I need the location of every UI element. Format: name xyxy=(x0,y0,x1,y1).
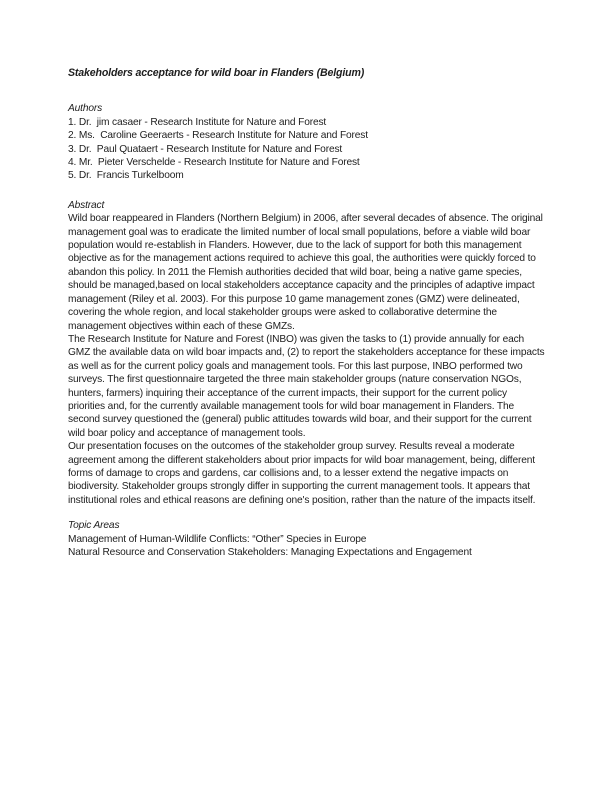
author-line-3: 3. Dr. Paul Quataert - Research Institute for Nature and Forest xyxy=(68,143,343,155)
topic-areas-heading: Topic Areas xyxy=(68,520,120,532)
author-line-4: 4. Mr. Pieter Verschelde - Research Institute for Nature and Forest xyxy=(68,157,360,169)
abstract-paragraph-1: Wild boar reappeared in Flanders (Northern Belgium) in 2006, after several decades of absence. The original management goal was to eradicate the limited number of local small populations, before a viable wild boar population would re-establish in Flanders. However, due to the lack of support for both this management objective as for the management actions required to achieve this goal, the authorities were quickly forced to abandon this policy. In 2011 the Flemish authorities decided that wild boar, being a native game species, should be managed,based on local stakeholders acceptance capacity and the principles of adaptive impact management (Riley et al. 2003). For this purpose 10 game management zones (GMZ) were delineated, covering the whole region, and local stakeholder groups were asked to collaborative determine the management objectives within each of these GMZs. xyxy=(68,213,546,332)
abstract-paragraph-2: The Research Institute for Nature and Forest (INBO) was given the tasks to (1) provide annually for each GMZ the available data on wild boar impacts and, (2) to report the stakeholders acceptance for these impacts as well as for the current policy goals and management tools. For this last purpose, INBO performed two surveys. The first questionnaire targeted the three main stakeholder groups (nature conservation NGOs, hunters, farmers) inquiring their acceptance of the current impacts, their support for the current policy priorities and, for the currently available management tools for wild boar management in Flanders. The second survey questioned the (general) public attitudes towards wild boar, and their support for the current wild boar policy and acceptance of management tools. xyxy=(68,333,548,439)
authors-section xyxy=(68,102,545,182)
document-title: Stakeholders acceptance for wild boar in Flanders (Belgium) xyxy=(68,67,365,79)
topic-areas-section xyxy=(68,519,545,559)
author-line-1: 1. Dr. jim casaer - Research Institute for Nature and Forest xyxy=(68,116,327,128)
topic-area-line-1: Management of Human-Wildlife Conflicts: “Other” Species in Europe xyxy=(68,533,367,545)
author-line-2: 2. Ms. Caroline Geeraerts - Research Institute for Nature and Forest xyxy=(68,130,368,142)
topic-area-line-2: Natural Resource and Conservation Stakeholders: Managing Expectations and Engagement xyxy=(68,547,472,558)
abstract-paragraph-3: Our presentation focuses on the outcomes of the stakeholder group survey. Results reveal a moderate agreement among the different stakeholders about prior impacts for wild boar management, being, different forms of damage to crops and gardens, car collisions and, to a lesser extend the negative impacts on biodiversity. Stakeholder groups strongly differ in supporting the current management tools. It appears that institutional roles and ethical reasons are defining one's position, rather than the nature of the impacts itself. xyxy=(68,441,538,506)
abstract-heading: Abstract xyxy=(68,199,105,211)
author-line-5: 5. Dr. Francis Turkelboom xyxy=(68,170,184,182)
authors-heading: Authors xyxy=(68,103,103,115)
abstract-section xyxy=(68,199,548,507)
